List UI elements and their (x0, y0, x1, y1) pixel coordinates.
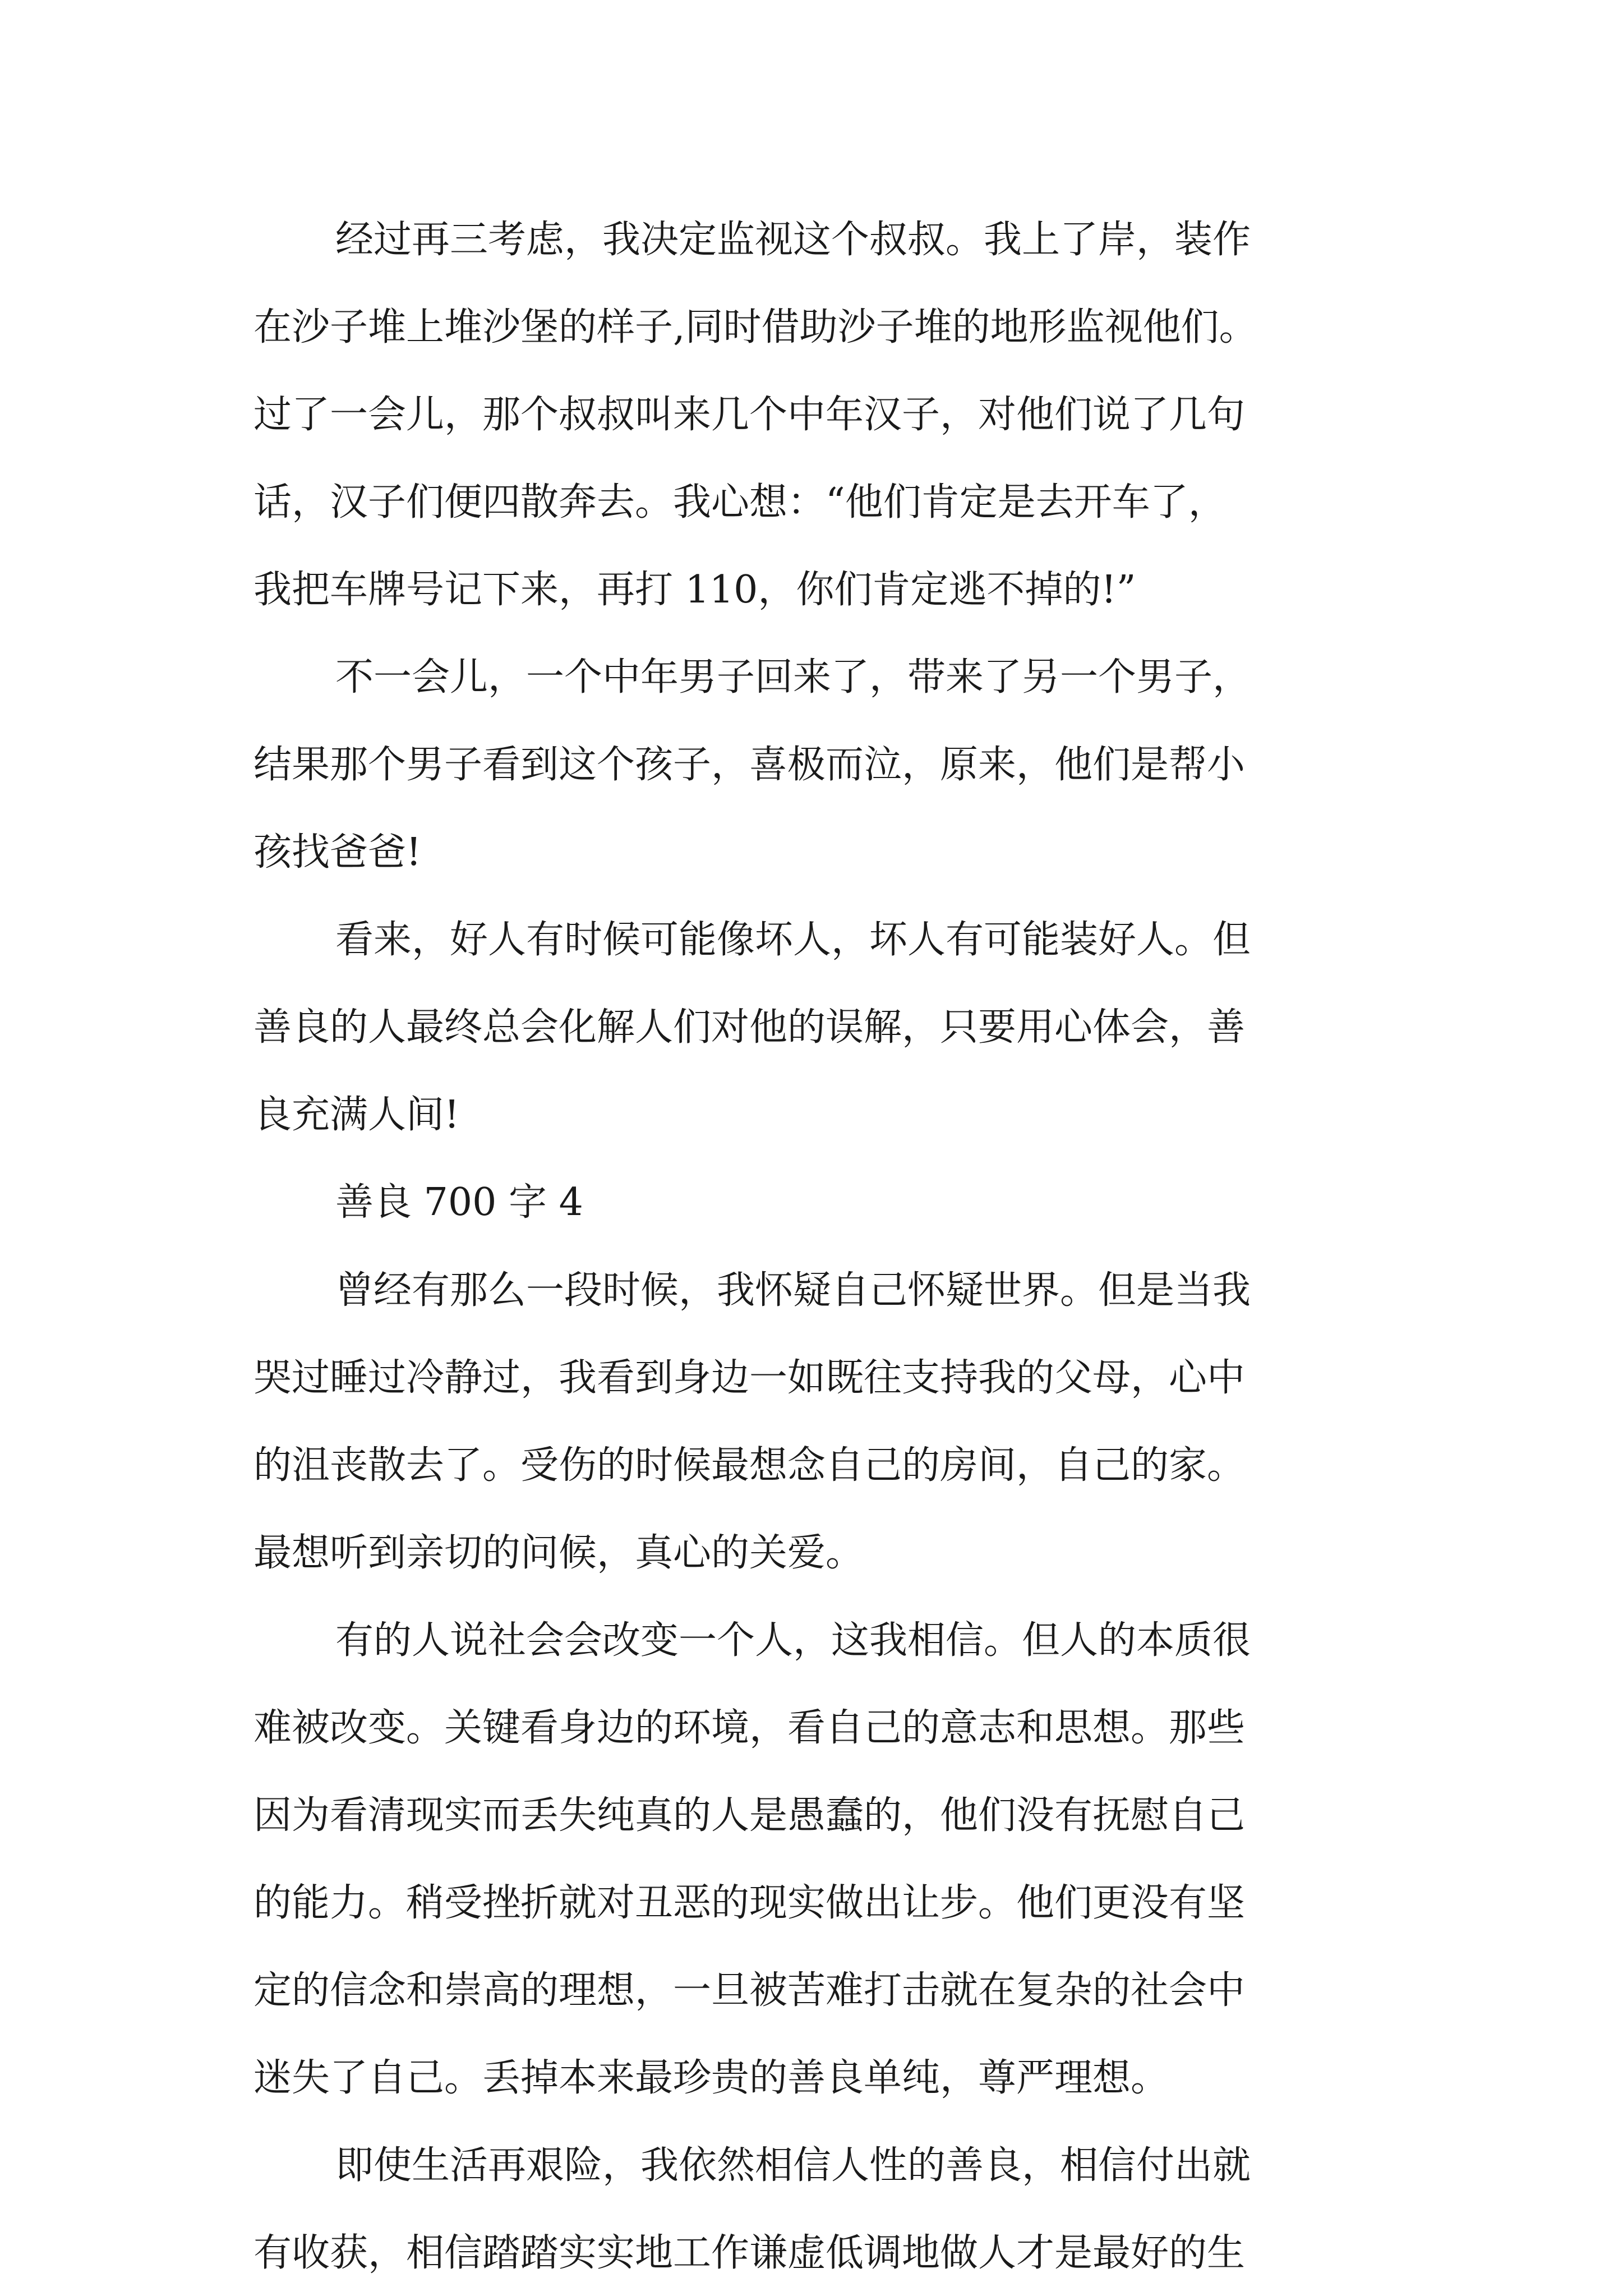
text-line: 看来，好人有时候可能像坏人，坏人有可能装好人。但 (335, 918, 1251, 962)
text-line: 即使生活再艰险，我依然相信人性的善良，相信付出就 (335, 2143, 1251, 2188)
text-line: 最想听到亲切的问候，真心的关爱。 (253, 1531, 864, 1575)
text-line: 结果那个男子看到这个孩子，喜极而泣，原来，他们是帮小 (253, 743, 1246, 787)
text-line: 过了一会儿，那个叔叔叫来几个中年汉子，对他们说了几句 (253, 393, 1246, 437)
text-line: 曾经有那么一段时候，我怀疑自己怀疑世界。但是当我 (335, 1268, 1251, 1313)
text-line: 的能力。稍受挫折就对丑恶的现实做出让步。他们更没有坚 (253, 1881, 1246, 1925)
text-line: 善良的人最终总会化解人们对他的误解，只要用心体会，善 (253, 1005, 1246, 1050)
text-line: 因为看清现实而丢失纯真的人是愚蠢的，他们没有抚慰自己 (253, 1793, 1246, 1838)
text-line: 在沙子堆上堆沙堡的样子,同时借助沙子堆的地形监视他们。 (253, 305, 1257, 349)
text-line: 我把车牌号记下来，再打 110，你们肯定逃不掉的!” (253, 568, 1136, 612)
text-line: 孩找爸爸! (253, 830, 422, 875)
text-line: 的沮丧散去了。受伤的时候最想念自己的房间，自己的家。 (253, 1443, 1246, 1488)
text-line: 经过再三考虑，我决定监视这个叔叔。我上了岸，装作 (335, 218, 1251, 262)
text-line: 难被改变。关键看身边的环境，看自己的意志和思想。那些 (253, 1706, 1246, 1750)
text-line: 哭过睡过冷静过，我看到身边一如既往支持我的父母，心中 (253, 1356, 1246, 1400)
text-line: 有收获，相信踏踏实实地工作谦虚低调地做人才是最好的生 (253, 2231, 1246, 2275)
section-heading: 善良 700 字 4 (335, 1180, 583, 1225)
text-line: 不一会儿，一个中年男子回来了，带来了另一个男子， (335, 655, 1251, 700)
text-line: 迷失了自己。丢掉本来最珍贵的善良单纯，尊严理想。 (253, 2056, 1169, 2100)
text-line: 话，汉子们便四散奔去。我心想：“他们肯定是去开车了， (253, 480, 1227, 524)
text-line: 良充满人间! (253, 1093, 460, 1137)
text-line: 有的人说社会会改变一个人，这我相信。但人的本质很 (335, 1618, 1251, 1663)
text-line: 定的信念和崇高的理想，一旦被苦难打击就在复杂的社会中 (253, 1968, 1246, 2013)
